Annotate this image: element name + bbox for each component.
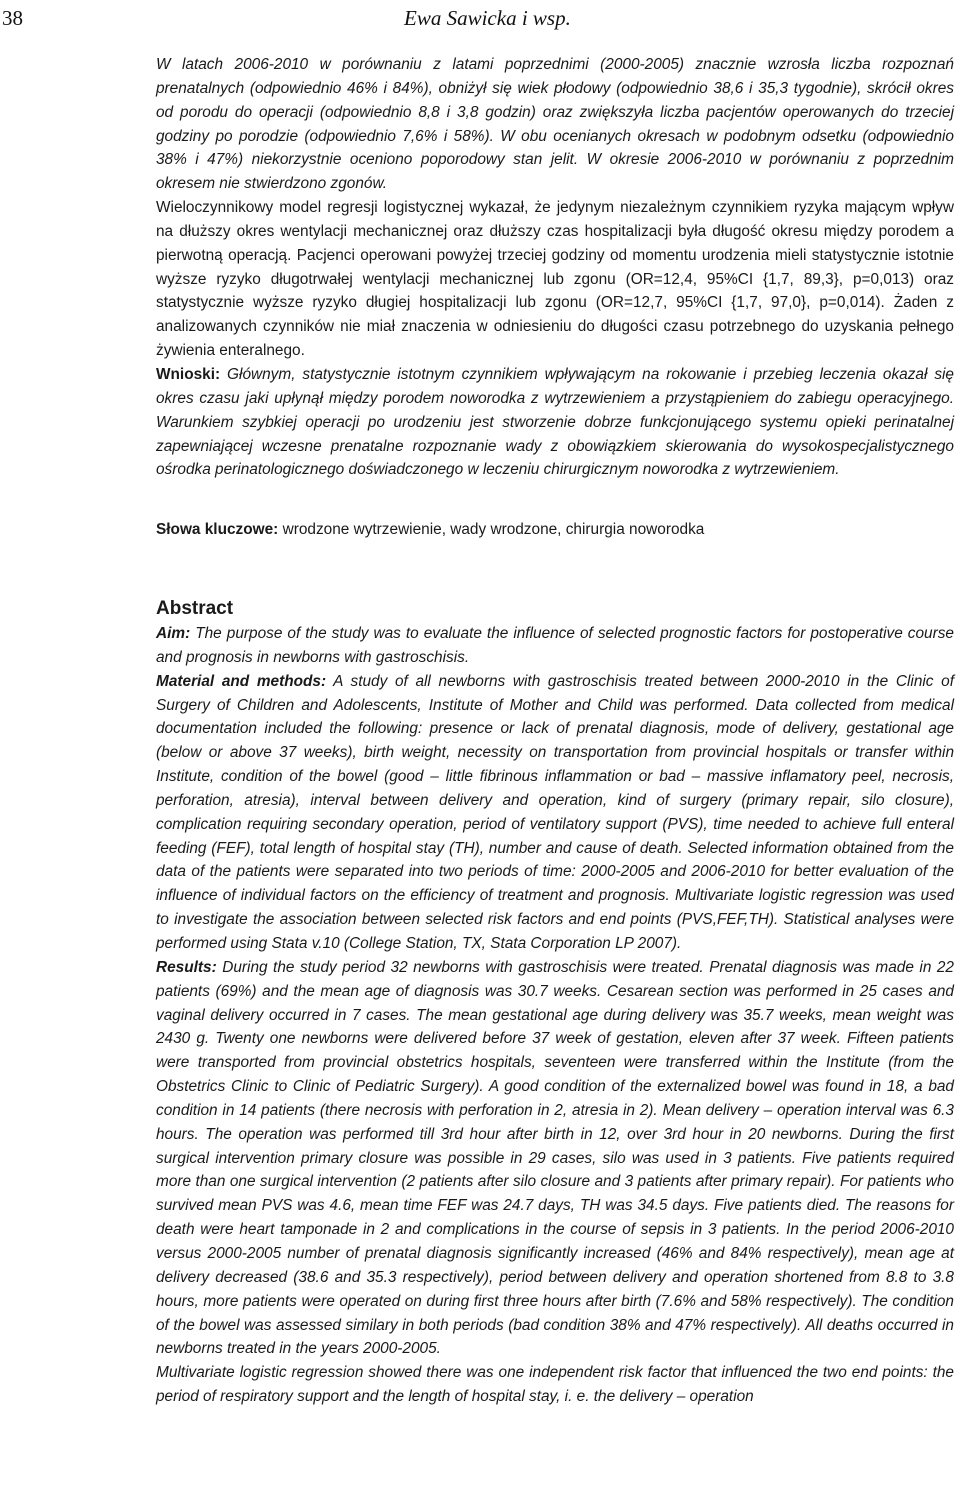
methods-text: A study of all newborns with gastroschisis treated between 2000-2010 in the Clinic of Surgery of Children and Adolescents, Institute of Mother and Child was performed. Data collected from medical documentation included the following: presence or lack of prenatal diagnosis, mode of delivery, gestational age (below or above 37 weeks), birth weight, necessity on transportation from provincial hospitals or transfer within Institute, condition of the bowel (good – little fibrinous inflammation or bad – massive inflamatory peel, necrosis, perforation, atresia), interval between delivery and operation, kind of surgery (primary repair, silo closure), complication requiring secondary operation, period of ventilatory support (PVS), time needed to achieve full enteral feeding (FEF), total length of hospital stay (TH), number and cause of death. Selected information obtained from the data of the patients were separated into two periods of time: 2000-2005 and 2006-2010 for better evaluation of the influence of individual factors on the efficiency of treatment and prognosis. Multivariate logistic regression was used to investigate the association between selected risk factors and end points (PVS,FEF,TH). Statistical analyses were performed using Stata v.10 (College Station, TX, Stata Corporation LP 2007). <box>156 672 954 952</box>
abstract-methods-paragraph <box>156 670 954 956</box>
article-body <box>156 53 954 1409</box>
conclusions-text: Głównym, statystycznie istotnym czynnikiem wpływającym na rokowanie i przebieg leczenia okazał się okres czasu jaki upłynął między porodem noworodka z wytrzewieniem a przystąpieniem do zabiegu operacyjnego. Warunkiem szybkiej operacji po urodzeniu jest stworzenie dobrze funkcjonującego systemu opieki perinatalnej zapewniającej wczesne prenatalne rozpoznanie wady z obowiązkiem skierowania do wysokospecjalistycznego ośrodka perinatologicznego doświadczonego w leczeniu chirurgicznym noworodka z wytrzewieniem. <box>156 365 954 479</box>
results-label: Results: <box>156 958 217 976</box>
keywords-line <box>156 518 954 542</box>
abstract-aim-paragraph <box>156 622 954 670</box>
abstract-heading: Abstract <box>156 598 234 620</box>
polish-regression-paragraph: Wieloczynnikowy model regresji logistycznej wykazał, że jedynym niezależnym czynnikiem ryzyka mającym wpływ na dłuższy okres wentylacji mechanicznej oraz dłuższy czas hospitalizacji była długość okresu między porodem a pierwotną operacją. Pacjenci operowani powyżej trzeciej godziny od momentu urodzenia mieli statystycznie istotnie wyższe ryzyko długotrwałej wentylacji mechanicznej lub zgonu (OR=12,4, 95%CI {1,7, 89,3}, p=0,013) oraz statystycznie wyższe ryzyko długiej hospitalizacji lub zgonu (OR=12,7, 95%CI {1,7, 97,0}, p=0,014). Żaden z analizowanych czynników nie miał znaczenia w odniesieniu do długości czasu potrzebnego do uzyskania pełnego żywienia enteralnego. <box>156 199 954 360</box>
polish-summary-paragraph: W latach 2006-2010 w porównaniu z latami poprzednimi (2000-2005) znacznie wzrosła liczba rozpoznań prenatalnych (odpowiednio 46% i 84%), obniżył się wiek płodowy (odpowiednio 38,6 i 35,3 tygodnie), skrócił okres od porodu do operacji (odpowiednio 8,8 i 3,8 godzin) oraz zwiększyła liczba pacjentów operowanych do trzeciej godziny po porodzie (odpowiednio 7,6% i 58%). W obu ocenianych okresach w podobnym odsetku (odpowiednio 38% i 47%) niekorzystnie oceniono poporodowy stan jelit. W okresie 2006-2010 w porównaniu z poprzednim okresem nie stwierdzono zgonów. <box>156 56 954 193</box>
running-head: Ewa Sawicka i wsp. <box>404 6 571 30</box>
polish-conclusions-paragraph <box>156 363 954 482</box>
methods-label: Material and methods: <box>156 672 327 690</box>
conclusions-label: Wnioski: <box>156 365 221 383</box>
results-text: During the study period 32 newborns with gastroschisis were treated. Prenatal diagnosis was made in 22 patients (69%) and the mean age of diagnosis was 30.7 weeks. Cesarean section was performed in 25 cases and vaginal delivery occurred in 7 cases. The mean gestational age during delivery was 35.7 weeks, mean weight was 2430 g. Twenty one newborns were delivered before 37 week of gestation, eleven after 37 week. Fifteen patients were transported from provincial obstetrics hospitals, seventeen were transferred within the Institute (from the Obstetrics Clinic to Clinic of Pediatric Surgery). A good condition of the externalized bowel was found in 18, a bad condition in 14 patients (there necrosis with perforation in 2, atresia in 2). Mean delivery – operation interval was 6.3 hours. The operation was performed till 3rd hour after birth in 12, over 3rd hour in 20 newborns. During the first surgical intervention primary closure was possible in 29 cases, silo was used in 3 patients. Five patients required more than one surgical intervention (2 patients after silo closure and 3 patients after primary repair). For patients who survived mean PVS was 4.6, mean time FEF was 24.7 days, TH was 34.5 days. Five patients died. The reasons for death were heart tamponade in 2 and complications in the course of sepsis in 3 patients. In the period 2006-2010 versus 2000-2005 number of prenatal diagnosis significantly increased (46% and 84% respectively), mean age at delivery decreased (38.6 and 35.3 respectively), period between delivery and operation shortened from 8.8 to 3.8 hours, more patients were operated on during first three hours after birth (7.6% and 58% respectively). The condition of the bowel was assessed similary in both periods (bad condition 38% and 47% respectively). All deaths occurred in newborns treated in the years 2000-2005. <box>156 958 954 1358</box>
keywords-text: wrodzone wytrzewienie, wady wrodzone, chirurgia noworodka <box>278 521 705 539</box>
abstract-final-paragraph: Multivariate logistic regression showed there was one independent risk factor that influenced the two end points: the period of respiratory support and the length of hospital stay, i. e. the delivery – operation <box>156 1364 954 1406</box>
abstract-results-paragraph <box>156 956 954 1361</box>
aim-label: Aim: <box>156 625 191 643</box>
aim-text: The purpose of the study was to evaluate the influence of selected prognostic factors for postoperative course and prognosis in newborns with gastroschisis. <box>156 625 954 666</box>
keywords-label: Słowa kluczowe: <box>156 521 279 539</box>
page-header <box>0 0 960 40</box>
page-number: 38 <box>2 6 23 30</box>
